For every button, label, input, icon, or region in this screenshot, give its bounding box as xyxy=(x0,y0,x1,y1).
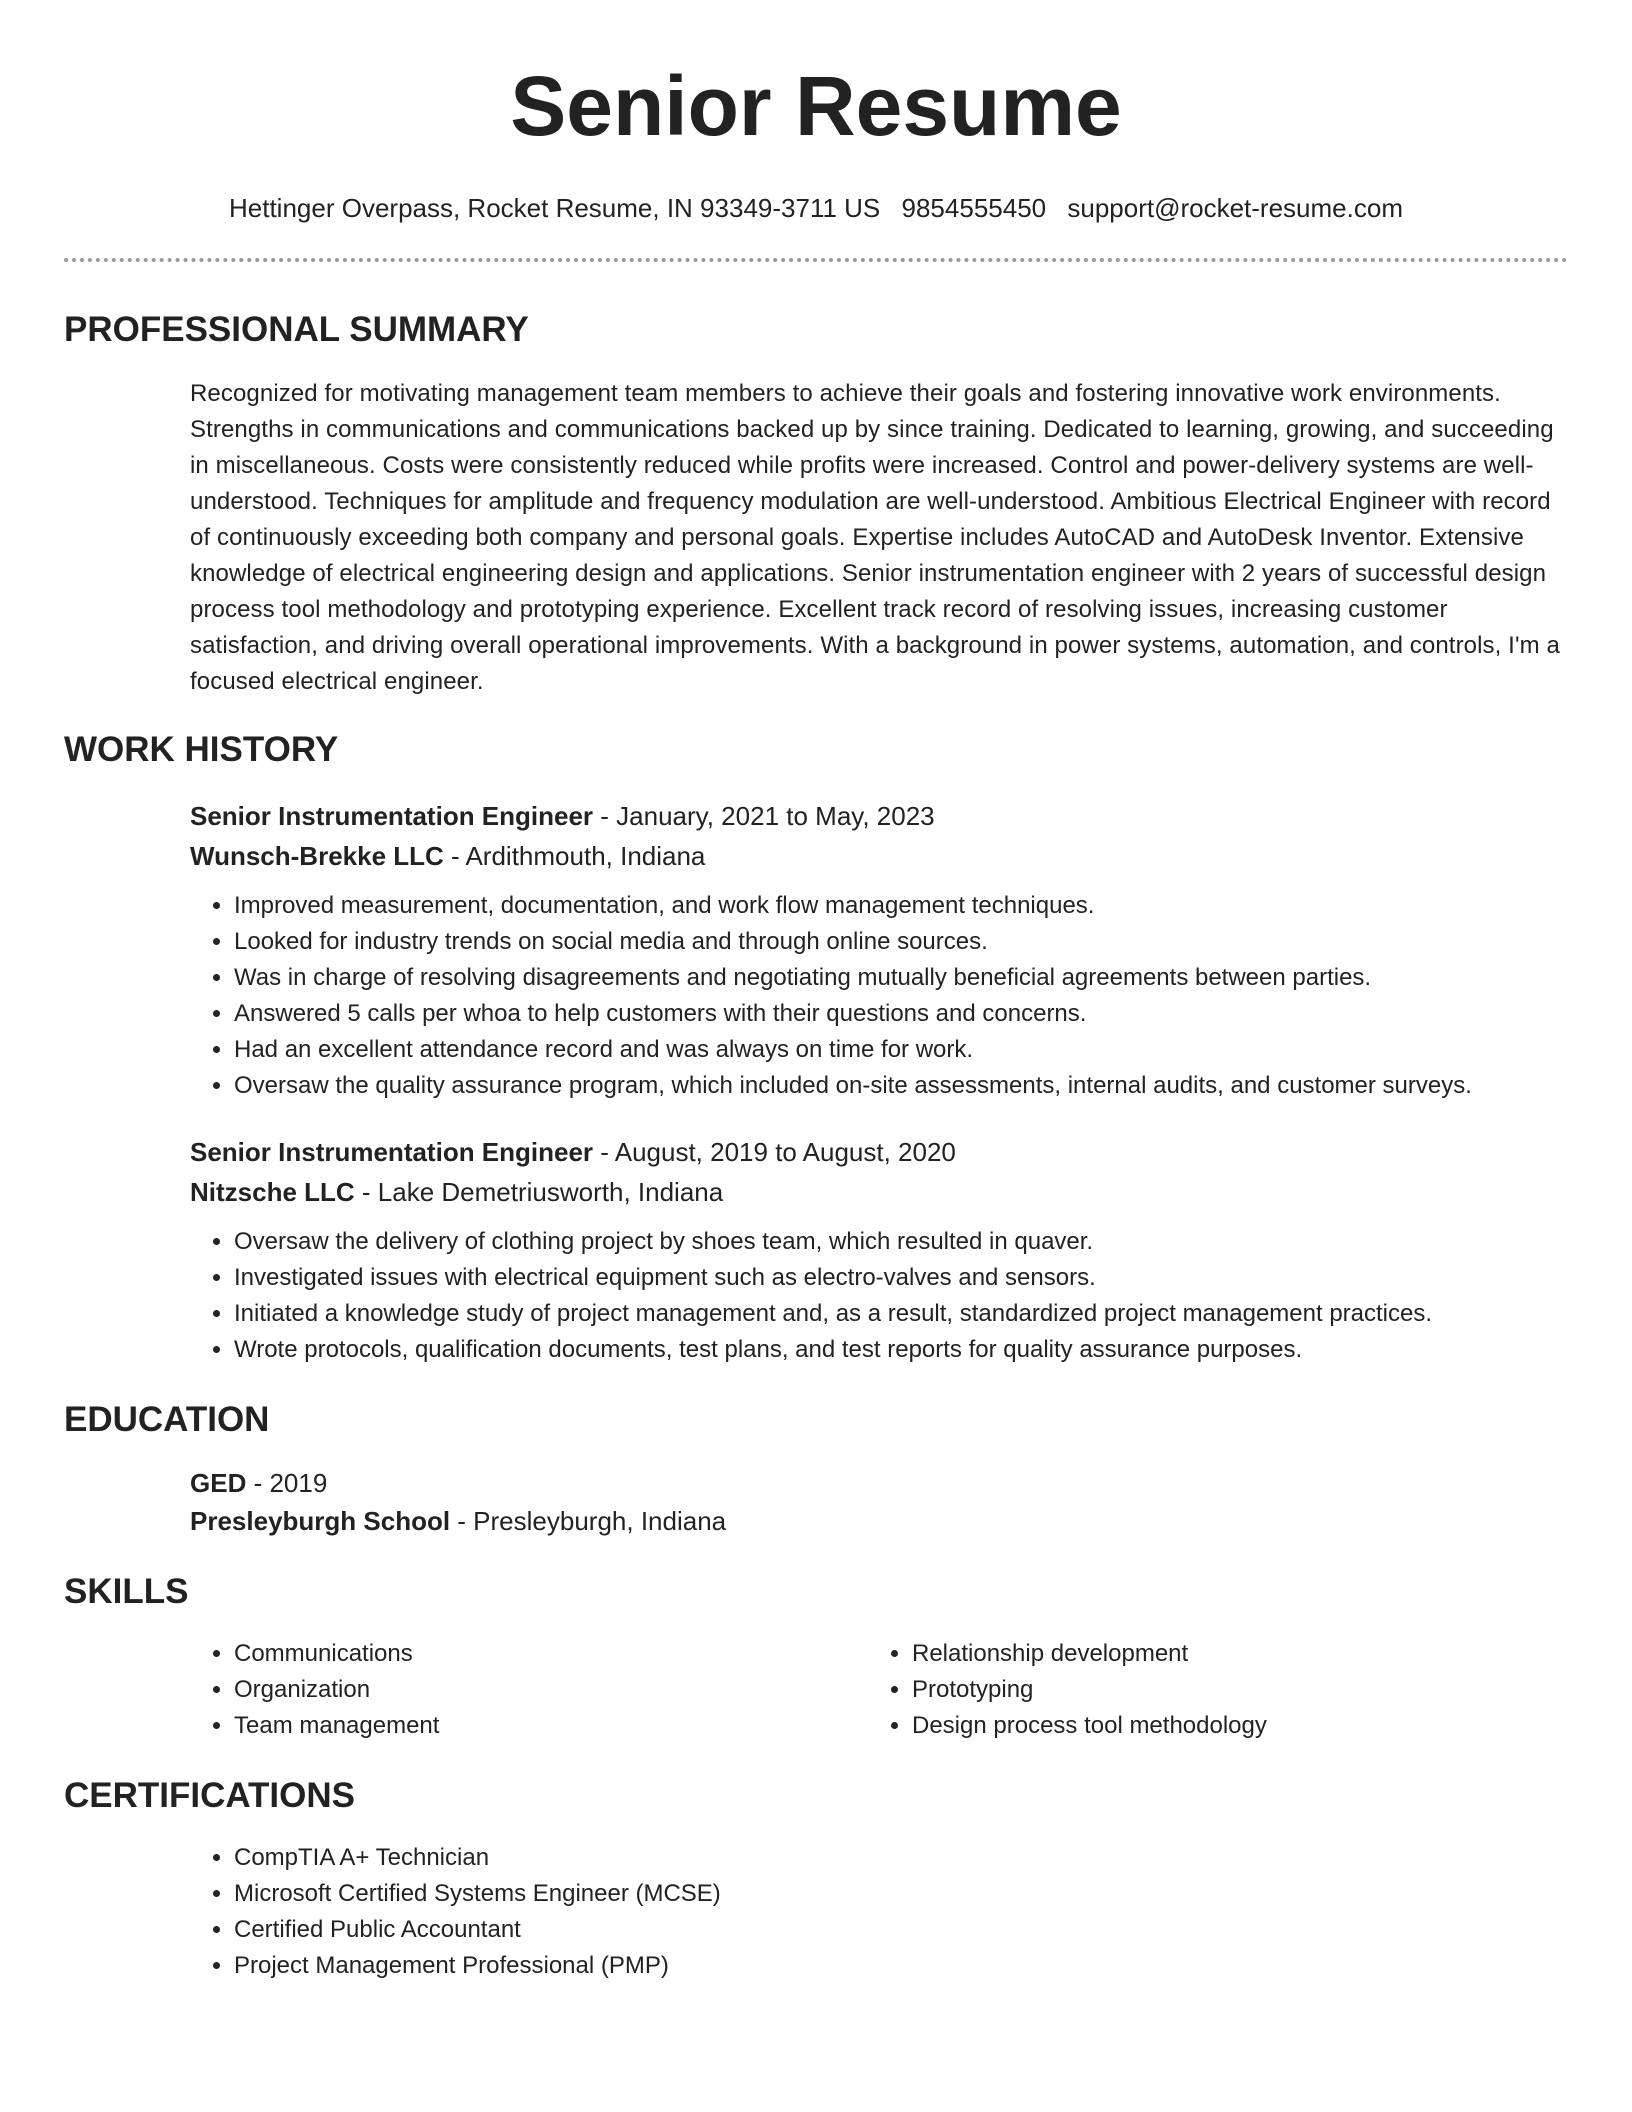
job-location: - Lake Demetriusworth, Indiana xyxy=(354,1177,724,1207)
contact-address: Hettinger Overpass, Rocket Resume, IN 93349-3711 US xyxy=(229,193,881,223)
section-title-education: EDUCATION xyxy=(64,1400,270,1439)
list-item: • Was in charge of resolving disagreements and negotiating mutually beneficial agreements between parties. xyxy=(234,960,1568,996)
list-item: • Design process tool methodology xyxy=(912,1708,1546,1744)
list-item: • Looked for industry trends on social media and through online sources. xyxy=(234,924,1568,960)
skills-column-right xyxy=(868,1636,1546,1744)
list-item: • Team management xyxy=(234,1708,868,1744)
section-title-certifications: CERTIFICATIONS xyxy=(64,1776,356,1815)
job-company: Wunsch-Brekke LLC xyxy=(190,841,444,871)
list-item: • Initiated a knowledge study of project management and, as a result, standardized project management practices. xyxy=(234,1296,1568,1332)
list-item: • Project Management Professional (PMP) xyxy=(234,1948,1568,1984)
list-item: • Oversaw the delivery of clothing project by shoes team, which resulted in quaver. xyxy=(234,1224,1568,1260)
job-position-line xyxy=(190,796,1568,836)
list-item: • Answered 5 calls per whoa to help customers with their questions and concerns. xyxy=(234,996,1568,1032)
certifications-list xyxy=(190,1840,1568,1984)
certifications-block xyxy=(190,1840,1568,1984)
education-school: Presleyburgh School xyxy=(190,1506,451,1536)
job-company: Nitzsche LLC xyxy=(190,1177,355,1207)
job-location: - Ardithmouth, Indiana xyxy=(443,841,706,871)
job-dates: - January, 2021 to May, 2023 xyxy=(593,801,935,831)
education-degree: GED xyxy=(190,1468,247,1498)
list-item: • Oversaw the quality assurance program, which included on-site assessments, internal audits, and customer surveys. xyxy=(234,1068,1568,1104)
header-divider xyxy=(64,258,1568,262)
list-item: • Communications xyxy=(234,1636,868,1672)
education-entry xyxy=(190,1464,1568,1540)
list-item: • Had an excellent attendance record and was always on time for work. xyxy=(234,1032,1568,1068)
job-position-line xyxy=(190,1132,1568,1172)
skills-list xyxy=(868,1636,1546,1744)
contact-email: support@rocket-resume.com xyxy=(1067,193,1403,223)
education-year: - 2019 xyxy=(246,1468,328,1498)
contact-phone: 9854555450 xyxy=(901,193,1047,223)
list-item: • Organization xyxy=(234,1672,868,1708)
contact-line xyxy=(64,192,1568,224)
section-title-work-history: WORK HISTORY xyxy=(64,730,339,769)
education-school-line xyxy=(190,1502,1568,1540)
list-item: • Microsoft Certified Systems Engineer (MCSE) xyxy=(234,1876,1568,1912)
skills-grid xyxy=(190,1636,1568,1744)
job-position: Senior Instrumentation Engineer xyxy=(190,1137,594,1167)
education-degree-line xyxy=(190,1464,1568,1502)
job-dates: - August, 2019 to August, 2020 xyxy=(593,1137,956,1167)
job-entry xyxy=(190,796,1568,1104)
education-location: - Presleyburgh, Indiana xyxy=(450,1506,727,1536)
list-item: • Investigated issues with electrical equipment such as electro-valves and sensors. xyxy=(234,1260,1568,1296)
job-bullets xyxy=(190,1224,1568,1368)
skills-column-left xyxy=(190,1636,868,1744)
list-item: • Certified Public Accountant xyxy=(234,1912,1568,1948)
list-item: • Improved measurement, documentation, and work flow management techniques. xyxy=(234,888,1568,924)
section-title-skills: SKILLS xyxy=(64,1572,189,1611)
list-item: • Relationship development xyxy=(912,1636,1546,1672)
job-position: Senior Instrumentation Engineer xyxy=(190,801,594,831)
section-title-summary: PROFESSIONAL SUMMARY xyxy=(64,310,529,349)
job-company-line xyxy=(190,1172,1568,1212)
summary-text: Recognized for motivating management team members to achieve their goals and fostering innovative work environments. Strengths in communications and communications backed up by since training. Dedicated to learning, growing, and succeeding in miscellaneous. Costs were consistently reduced while profits were increased. Control and power-delivery systems are well-understood. Techniques for amplitude and frequency modulation are well-understood. Ambitious Electrical Engineer with record of continuously exceeding both company and personal goals. Expertise includes AutoCAD and AutoDesk Inventor. Extensive knowledge of electrical engineering design and applications. Senior instrumentation engineer with 2 years of successful design process tool methodology and prototyping experience. Excellent track record of resolving issues, increasing customer satisfaction, and driving overall operational improvements. With a background in power systems, automation, and controls, I'm a focused electrical engineer. xyxy=(190,380,1560,695)
resume-name: Senior Resume xyxy=(510,59,1122,153)
job-bullets xyxy=(190,888,1568,1104)
list-item: • Prototyping xyxy=(912,1672,1546,1708)
list-item: • Wrote protocols, qualification documents, test plans, and test reports for quality assurance purposes. xyxy=(234,1332,1568,1368)
list-item: • CompTIA A+ Technician xyxy=(234,1840,1568,1876)
job-company-line xyxy=(190,836,1568,876)
job-entry xyxy=(190,1132,1568,1368)
skills-list xyxy=(190,1636,868,1744)
